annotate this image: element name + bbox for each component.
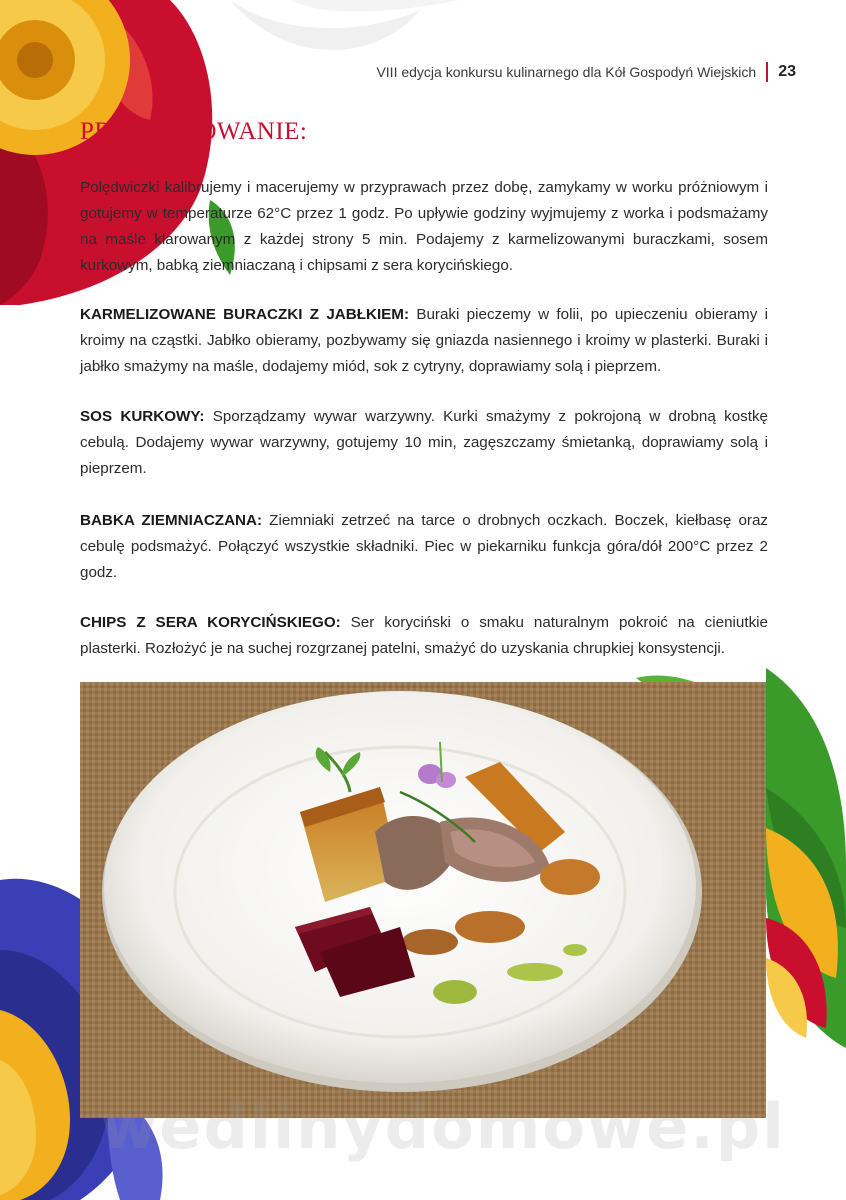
recipe-text: Sporządzamy wywar warzywny. Kurki smażymy z pokrojoną w drobną kostkę cebulą. Dodajemy wywar warzywny, gotujemy 10 min, zagęszczamy śmietanką, doprawiamy solą i pieprzem. [80,408,768,477]
header-separator [766,62,768,82]
recipe-paragraph-buraczki [80,302,768,380]
page-header [376,62,796,82]
page-number: 23 [778,63,796,80]
recipe-text: Buraki pieczemy w folii, po upieczeniu obieramy i kroimy na cząstki. Jabłko obieramy, pozbywamy się gniazda nasiennego i kroimy w plasterki. Buraki i jabłko smażymy na maśle, dodajemy miód, sok z cytryny, doprawiamy solą i pieprzem. [80,306,768,375]
recipe-heading: BABKA ZIEMNIACZANA: [80,512,263,529]
recipe-heading: KARMELIZOWANE BURACZKI Z JABŁKIEM: [80,306,410,323]
recipe-text: Ser koryciński o smaku naturalnym pokroić na cieniutkie plasterki. Rozłożyć je na suchej rozgrzanej patelni, smażyć do uzyskania chrupkiej konsystencji. [80,614,768,657]
recipe-paragraph-babka [80,508,768,586]
recipe-heading: CHIPS Z SERA KORYCIŃSKIEGO: [80,614,341,631]
dish-photo [80,682,766,1118]
recipe-text: Ziemniaki zetrzeć na tarce o drobnych oczkach. Boczek, kiełbasę oraz cebulę podsmażyć. Połączyć wszystkie składniki. Piec w piekarniku funkcja góra/dół 200°C przez 2 godz. [80,512,768,581]
section-title: PRZYGOTOWANIE: [80,118,308,145]
intro-paragraph: Polędwiczki kalibrujemy i macerujemy w przyprawach przez dobę, zamykamy w worku próżniowym i gotujemy w temperaturze 62°C przez 1 godz. Po upływie godziny wyjmujemy z worka i podsmażamy na maśle klarowanym z każdej strony 5 min. Podajemy z karmelizowanymi buraczkami, sosem kurkowym, babką ziemniaczaną i chipsami z sera korycińskiego. [80,179,768,274]
recipe-heading: SOS KURKOWY: [80,408,205,425]
watermark: wedlinydomowe.pl [100,1090,786,1163]
petal-decoration-grey [230,0,470,120]
recipe-paragraph-chips [80,610,768,662]
publication-title: VIII edycja konkursu kulinarnego dla Kół Gospodyń Wiejskich [376,64,757,80]
recipe-paragraph-sos [80,404,768,482]
